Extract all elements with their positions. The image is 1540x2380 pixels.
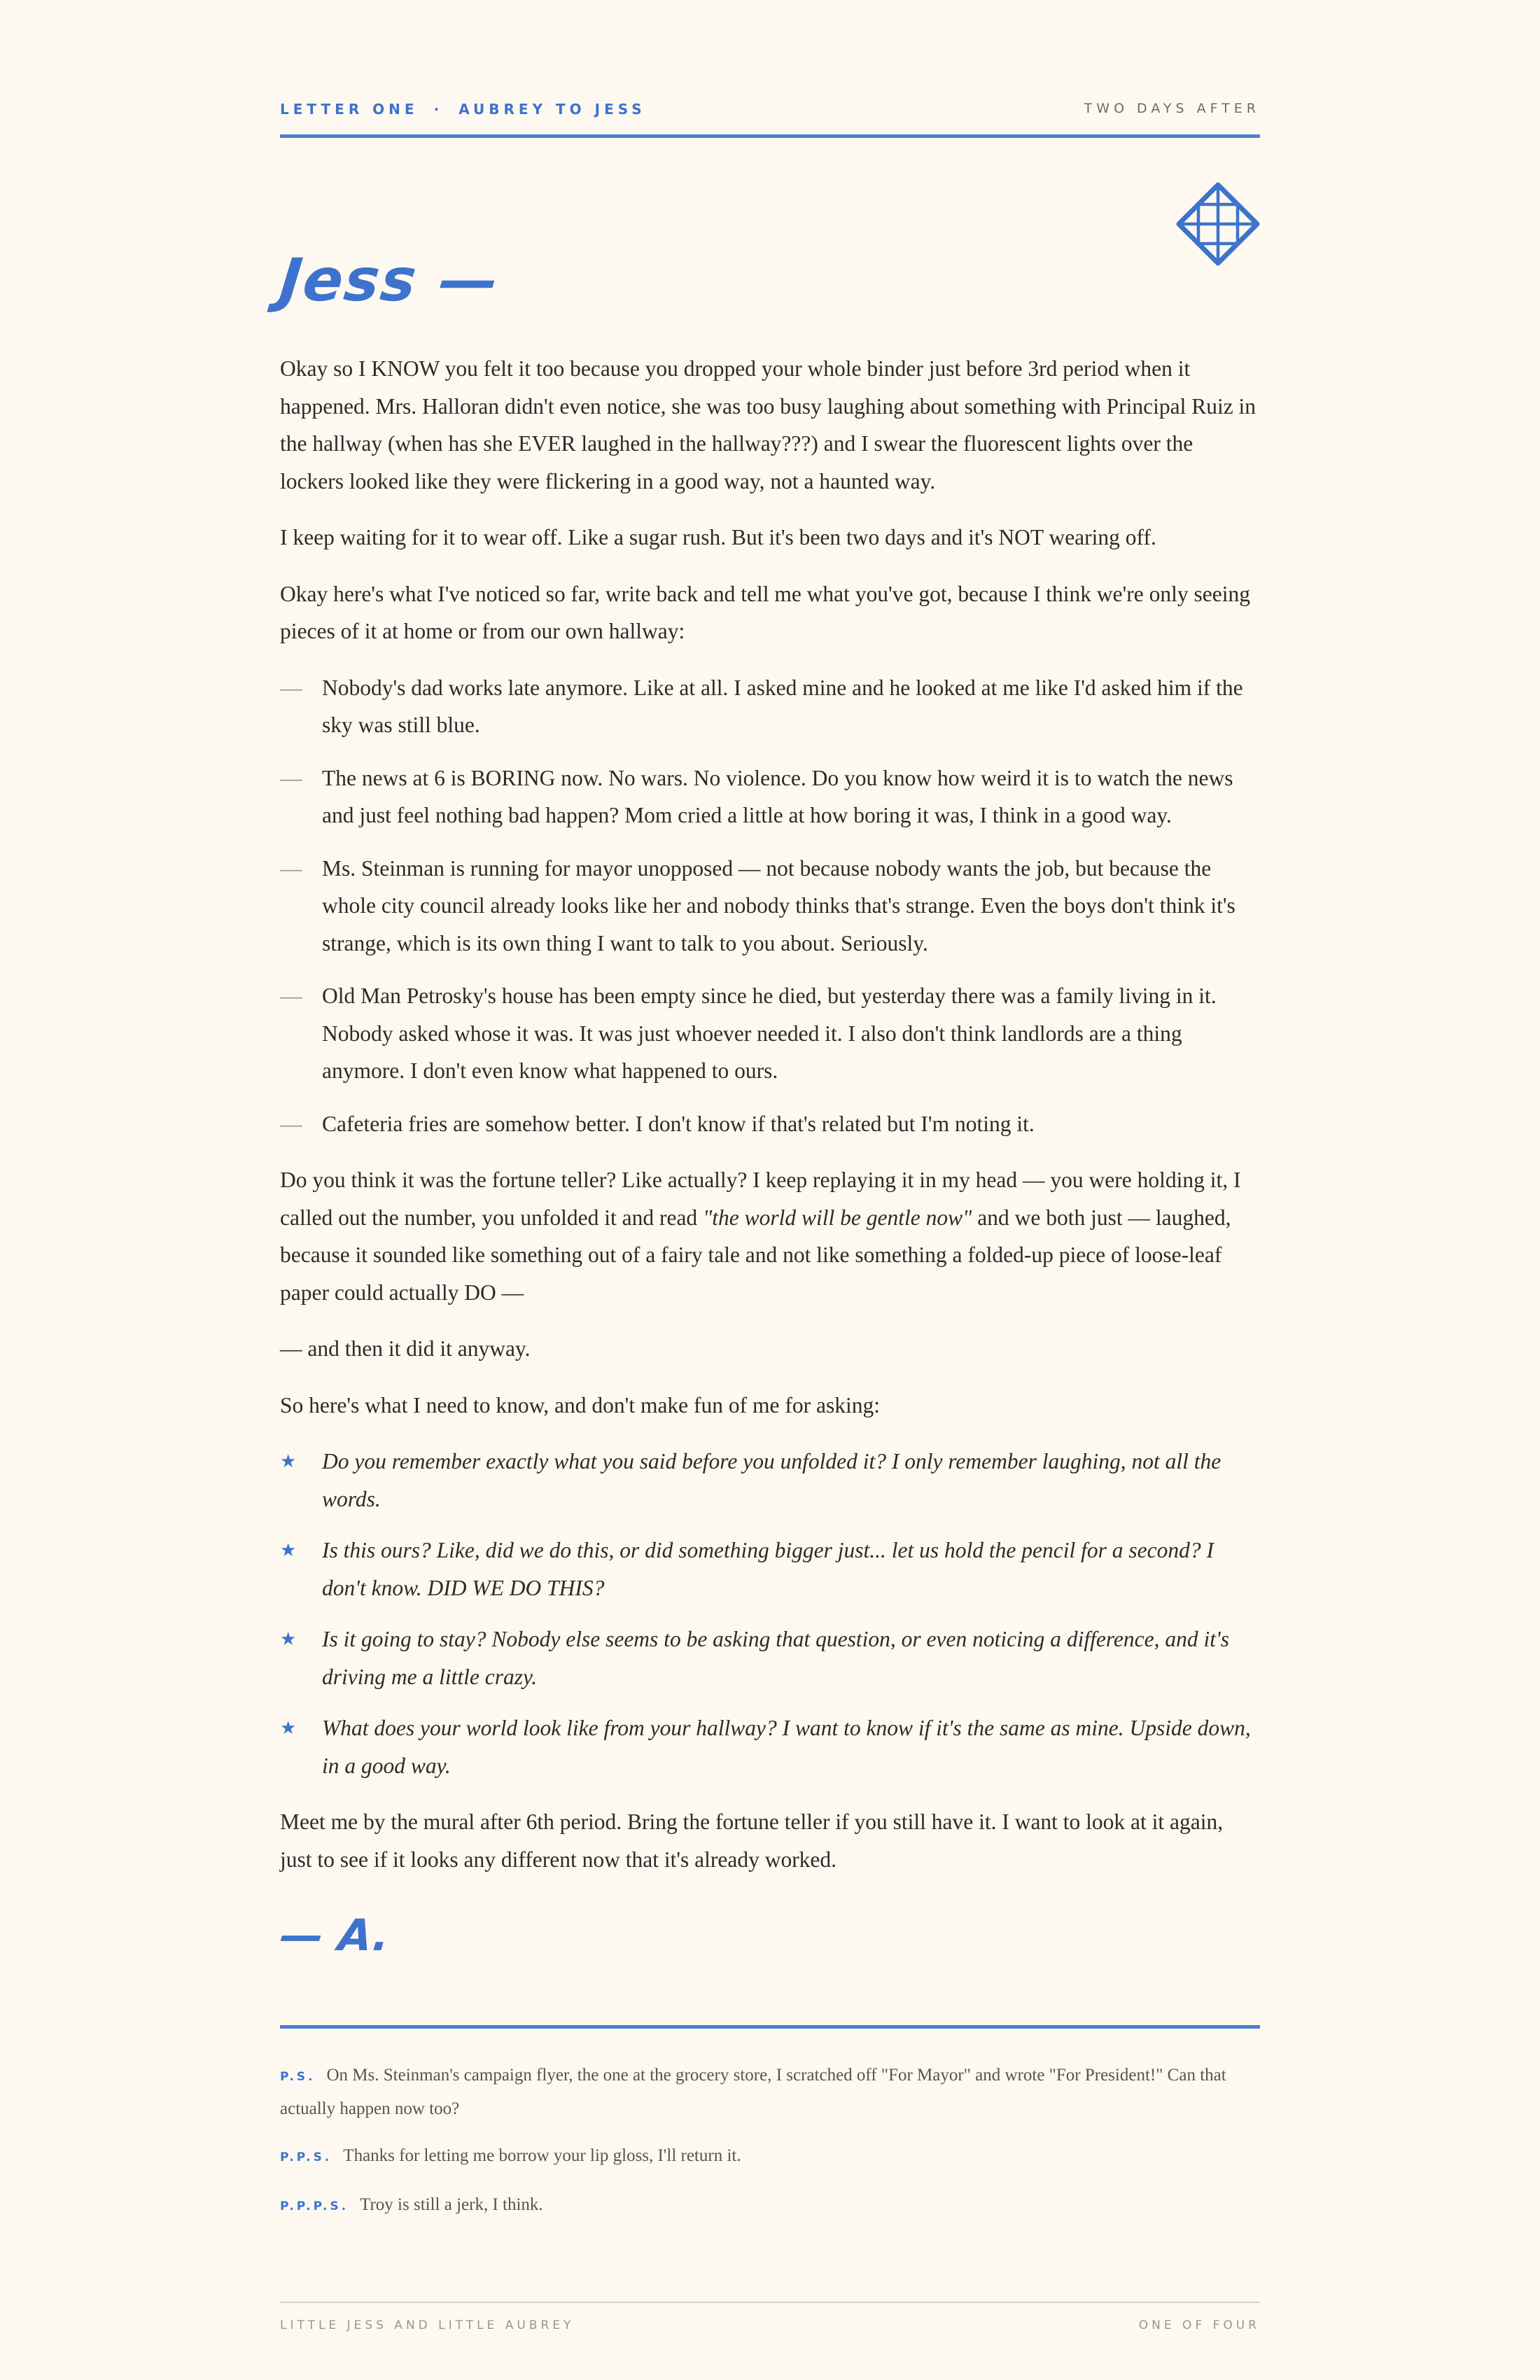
list-item bbox=[280, 669, 1260, 744]
paragraph: — and then it did it anyway. bbox=[280, 1336, 531, 1361]
paragraph-text: Do you think it was the fortune teller? Like actually? I keep replaying it in my head — you were holding it, I called out the number, you unfolded it and read bbox=[280, 1168, 1241, 1230]
postscript bbox=[280, 2140, 1260, 2174]
paragraph bbox=[280, 1161, 1260, 1311]
list-item bbox=[280, 1709, 1260, 1784]
paragraph: Okay so I KNOW you felt it too because you dropped your whole binder just before 3rd period when it happened. Mrs. Halloran didn't even notice, she was too busy laughing about something with Principal Ruiz in the hallway (when has she EVER laughed in the hallway???) and I swear the fluorescent lights over the lockers looked like they were flickering in a good way, not a haunted way. bbox=[280, 356, 1256, 493]
dash-marker: — bbox=[280, 675, 302, 700]
divider bbox=[280, 2025, 1260, 2029]
question-text: What does your world look like from your hallway? I want to know if it's the same as mine. Upside down, in a good way. bbox=[322, 1716, 1251, 1778]
observation-text: Old Man Petrosky's house has been empty since he died, but yesterday there was a family living in it. Nobody asked whose it was. It was just whoever needed it. I also don't think landlords are a thing anymore. I don't even know what happened to ours. bbox=[322, 983, 1217, 1083]
paragraph: Meet me by the mural after 6th period. Bring the fortune teller if you still have it. I want to look at it again, just to see if it looks any different now that it's already worked. bbox=[280, 1809, 1224, 1872]
postscript-text: Thanks for letting me borrow your lip gloss, I'll return it. bbox=[343, 2146, 741, 2165]
observations-list bbox=[280, 669, 1260, 1143]
greeting: Jess — bbox=[276, 246, 503, 314]
list-item bbox=[280, 977, 1260, 1090]
dash-marker: — bbox=[280, 765, 302, 790]
star-icon: ★ bbox=[280, 1540, 297, 1560]
postscript bbox=[280, 2189, 1260, 2222]
postscripts bbox=[280, 2059, 1260, 2238]
dash-marker: — bbox=[280, 855, 302, 881]
postscript bbox=[280, 2059, 1260, 2124]
list-item bbox=[280, 1443, 1260, 1518]
postscript-label: P.P.S. bbox=[280, 2150, 332, 2164]
list-item bbox=[280, 760, 1260, 834]
footer-page-count: ONE OF FOUR bbox=[1138, 2318, 1260, 2332]
question-text: Is this ours? Like, did we do this, or did something bigger just... let us hold the pencil for a second? I don't know. DID WE DO THIS? bbox=[322, 1538, 1214, 1600]
question-text: Do you remember exactly what you said before you unfolded it? I only remember laughing, not all the words. bbox=[322, 1449, 1222, 1511]
list-item bbox=[280, 850, 1260, 962]
paragraph: So here's what I need to know, and don't make fun of me for asking: bbox=[280, 1392, 880, 1418]
header-title bbox=[280, 101, 646, 118]
letter-footer bbox=[280, 2302, 1260, 2331]
star-icon: ★ bbox=[280, 1718, 297, 1738]
signature: — A. bbox=[277, 1910, 393, 1961]
star-icon: ★ bbox=[280, 1451, 297, 1471]
star-icon: ★ bbox=[280, 1629, 297, 1649]
letter-label: LETTER ONE bbox=[280, 101, 419, 118]
observation-text: Cafeteria fries are somehow better. I don't know if that's related but I'm noting it. bbox=[322, 1111, 1035, 1136]
paragraph: Okay here's what I've noticed so far, write back and tell me what you've got, because I think we're only seeing pieces of it at home or from our own hallway: bbox=[280, 581, 1250, 643]
list-item bbox=[280, 1532, 1260, 1606]
footer-series: LITTLE JESS AND LITTLE AUBREY bbox=[280, 2318, 575, 2332]
postscript-label: P.P.P.S. bbox=[280, 2199, 349, 2213]
postscript-label: P.S. bbox=[280, 2070, 316, 2084]
observation-text: Ms. Steinman is running for mayor unopposed — not because nobody wants the job, but because the whole city council already looks like her and nobody thinks that's strange. Even the boys don't think it's strange, which is its own thing I want to talk to you about. Seriously. bbox=[322, 855, 1236, 955]
observation-text: Nobody's dad works late anymore. Like at all. I asked mine and he looked at me like I'd asked him if the sky was still blue. bbox=[322, 675, 1243, 737]
letter-timing: TWO DAYS AFTER bbox=[1084, 101, 1260, 116]
paragraph-text: and we both just — laughed, because it sounded like something out of a fairy tale and not like something a folded-up piece of loose-leaf paper could actually DO — bbox=[280, 1205, 1231, 1305]
dash-marker: — bbox=[280, 1111, 302, 1136]
question-text: Is it going to stay? Nobody else seems to be asking that question, or even noticing a difference, and it's driving me a little crazy. bbox=[322, 1627, 1229, 1689]
letter-header bbox=[280, 98, 1260, 138]
observation-text: The news at 6 is BORING now. No wars. No violence. Do you know how weird it is to watch the news and just feel nothing bad happen? Mom cried a little at how boring it was, I think in a good way. bbox=[322, 765, 1233, 827]
list-item bbox=[280, 1620, 1260, 1695]
letter-route: AUBREY TO JESS bbox=[458, 101, 646, 118]
fortune-quote: "the world will be gentle now" bbox=[703, 1205, 972, 1230]
header-separator: · bbox=[433, 101, 444, 118]
dash-marker: — bbox=[280, 983, 302, 1008]
questions-list bbox=[280, 1443, 1260, 1784]
list-item bbox=[280, 1105, 1260, 1143]
postscript-text: Troy is still a jerk, I think. bbox=[360, 2195, 543, 2214]
postscript-text: On Ms. Steinman's campaign flyer, the one at the grocery store, I scratched off "For Mayor" and wrote "For President!" Can that actually happen now too? bbox=[280, 2066, 1226, 2118]
paragraph: I keep waiting for it to wear off. Like a sugar rush. But it's been two days and it's NOT wearing off. bbox=[280, 525, 1156, 550]
letter-body bbox=[280, 350, 1260, 1897]
